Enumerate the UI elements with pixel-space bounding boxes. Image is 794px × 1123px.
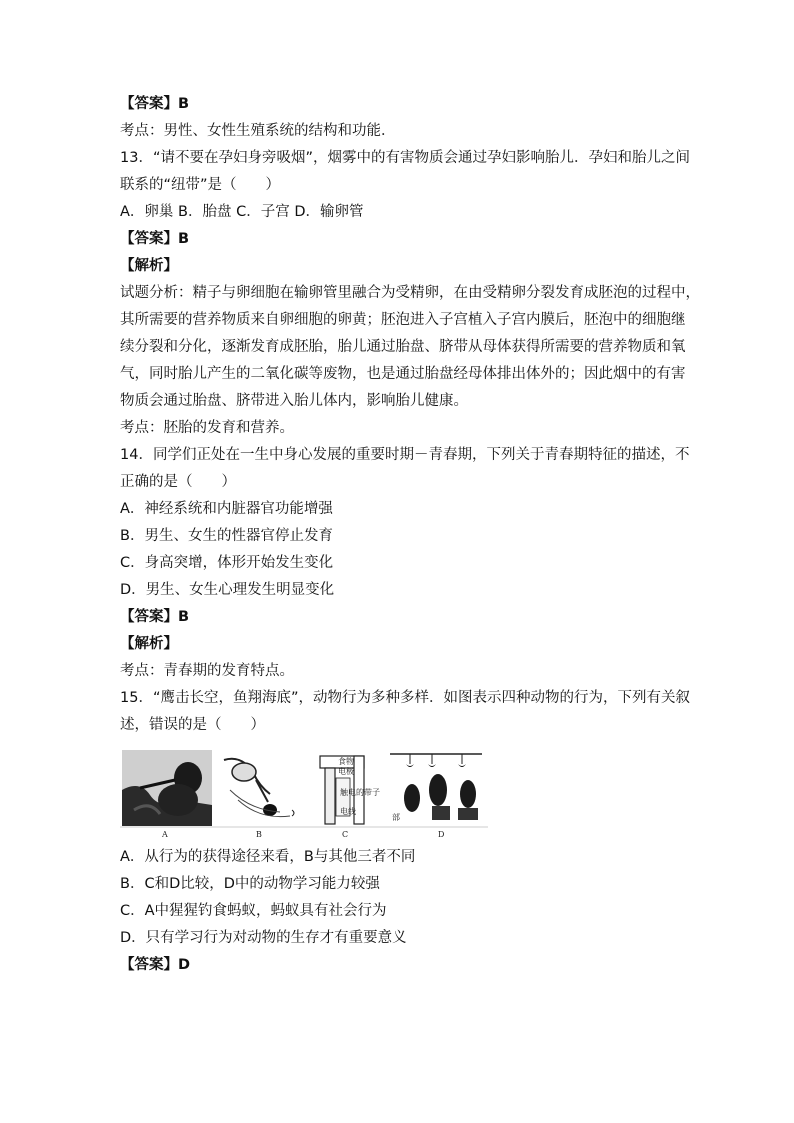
maze-food-label: 食物	[338, 757, 354, 766]
maze-image	[320, 756, 380, 824]
analysis-text: 试题分析：精子与卵细胞在输卵管里融合为受精卵，在由受精卵分裂发育成胚泡的过程中，	[120, 285, 700, 301]
answer-label: 【答案】B	[120, 96, 190, 112]
maze-strip-label: 触电的带子	[340, 788, 380, 797]
figure-label-c: C	[342, 830, 349, 838]
question-15-text-cont: 述，错误的是（ ）	[120, 717, 265, 733]
analysis-label: 【解析】	[120, 258, 178, 274]
question-14-option-d: D．男生、女生心理发生明显变化	[120, 582, 335, 598]
question-15-option-d: D．只有学习行为对动物的生存才有重要意义	[120, 930, 407, 946]
question-15-option-a: A．从行为的获得途径来看，B与其他三者不同	[120, 849, 416, 865]
figure-label-b: B	[256, 830, 262, 838]
figure-label-d: D	[438, 830, 445, 838]
question-15-text: 15．“鹰击长空，鱼翔海底”，动物行为多种多样．如图表示四种动物的行为，下列有关叙	[120, 690, 690, 706]
chimpanzee-image	[122, 750, 212, 826]
answer-label: 【答案】B	[120, 231, 190, 247]
analysis-text: 其所需要的营养物质来自卵细胞的卵黄；胚泡进入子宫植入子宫内膜后，胚泡中的细胞继	[120, 312, 686, 328]
exam-point: 考点：男性、女性生殖系统的结构和功能．	[120, 123, 396, 139]
exam-point: 考点：青春期的发育特点。	[120, 663, 294, 679]
question-15-option-b: B．C和D比较，D中的动物学习能力较强	[120, 876, 380, 892]
question-14-option-a: A．神经系统和内脏器官功能增强	[120, 501, 333, 517]
analysis-text: 气，同时胎儿产生的二氧化碳等废物，也是通过胎盘经母体排出体外的；因此烟中的有害	[120, 366, 686, 382]
figure-label-a: A	[162, 830, 168, 838]
answer-label: 【答案】D	[120, 957, 191, 973]
question-14-option-b: B．男生、女生的性器官停止发育	[120, 528, 333, 544]
question-14-option-c: C．身高突增，体形开始发生变化	[120, 555, 334, 571]
exam-point: 考点：胚胎的发育和营养。	[120, 420, 294, 436]
maze-electrode-label: 电极	[338, 767, 354, 776]
question-14-text-cont: 正确的是（ ）	[120, 474, 236, 490]
analysis-label: 【解析】	[120, 636, 178, 652]
question-15-option-c: C．A中猩猩钓食蚂蚁，蚂蚁具有社会行为	[120, 903, 387, 919]
svg-text:部: 部	[392, 813, 400, 822]
maze-wire-label: 电线	[340, 807, 356, 816]
question-13-text: 13．“请不要在孕妇身旁吸烟”，烟雾中的有害物质会通过孕妇影响胎儿．孕妇和胎儿之间	[120, 150, 690, 166]
bird-image	[224, 759, 294, 817]
question-14-text: 14．同学们正处在一生中身心发展的重要时期－青春期，下列关于青春期特征的描述，不	[120, 447, 690, 463]
analysis-text: 续分裂和分化，逐渐发育成胚胎，胎儿通过胎盘、脐带从母体获得所需要的营养物质和氧	[120, 339, 686, 355]
question-13-text-cont: 联系的“纽带”是（ ）	[120, 177, 281, 193]
analysis-text: 物质会通过胎盘、脐带进入胎儿体内，影响胎儿健康。	[120, 393, 468, 409]
question-13-options: A．卵巢 B．胎盘 C．子宫 D．输卵管	[120, 204, 364, 220]
chimpanzee-boxes-image	[390, 754, 482, 822]
animal-behavior-figure	[120, 750, 488, 838]
answer-label: 【答案】B	[120, 609, 190, 625]
